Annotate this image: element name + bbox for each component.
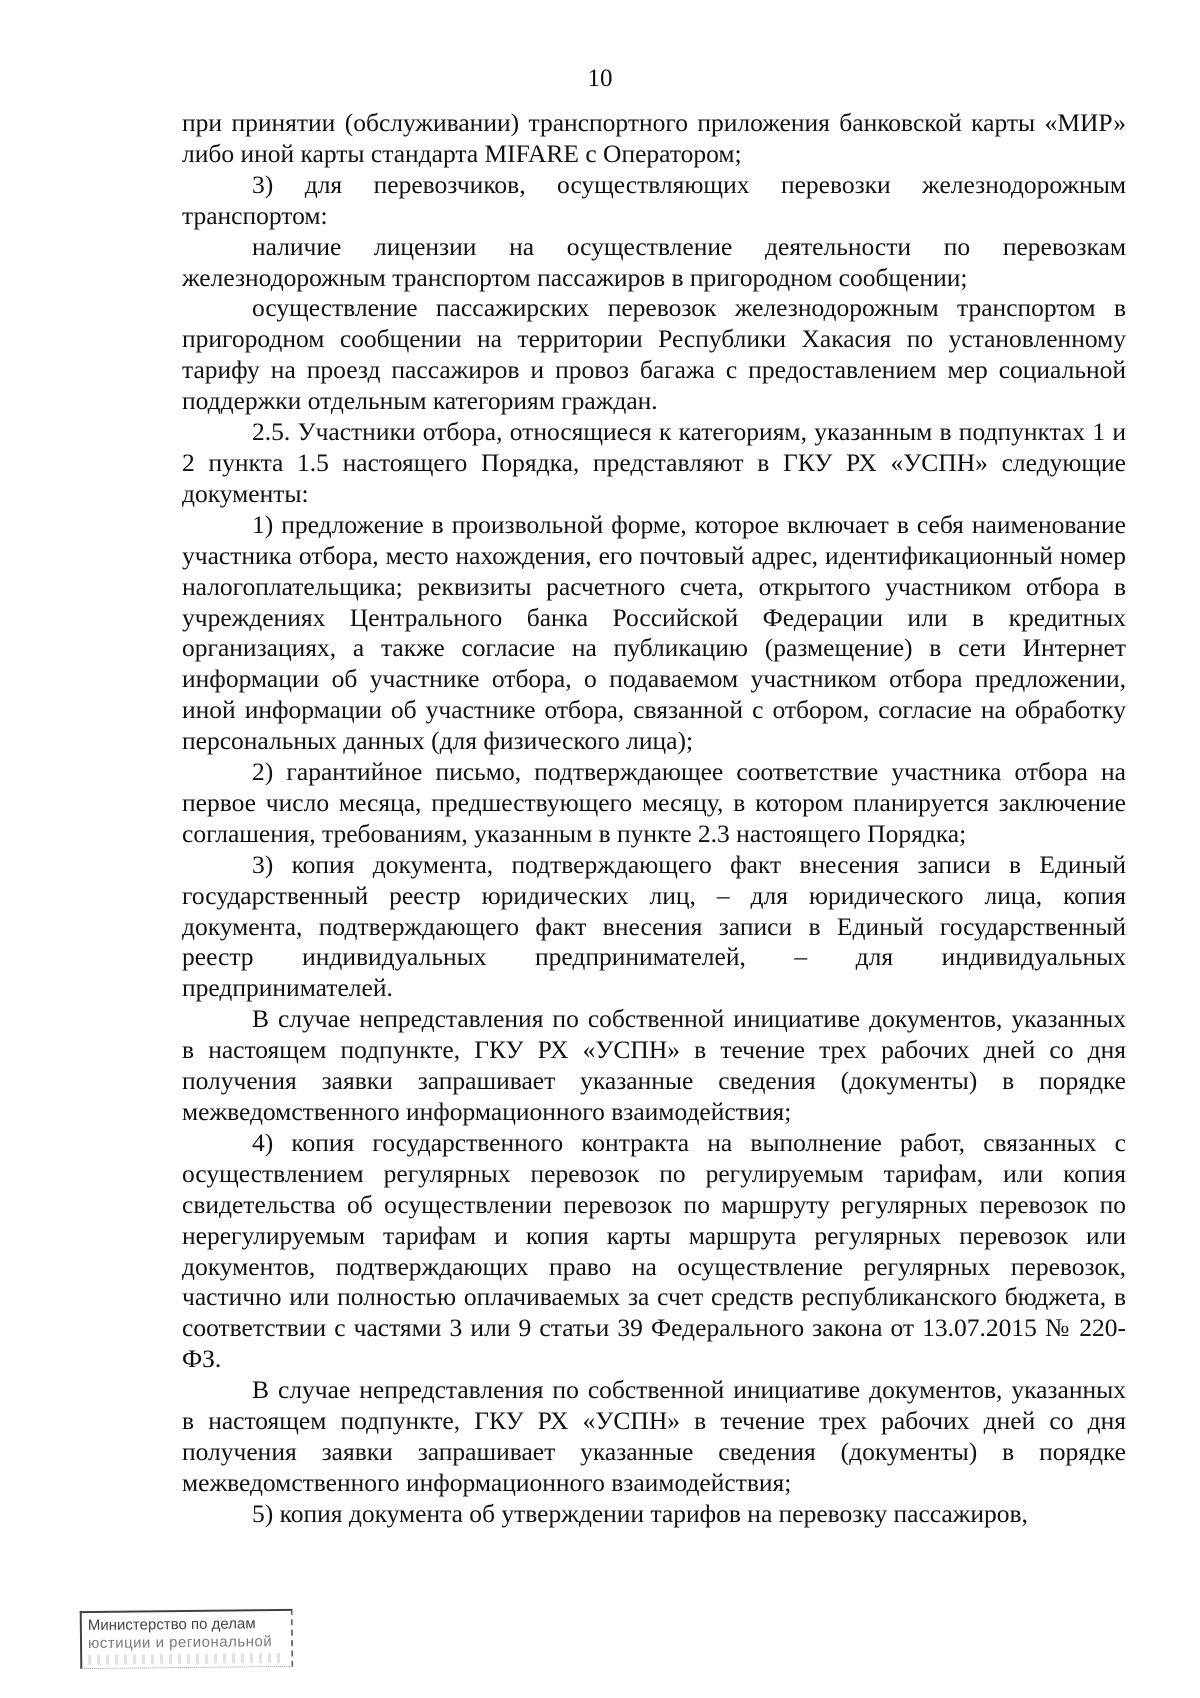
paragraph-item-3-registry: 3) копия документа, подтверждающего факт внесения записи в Единый государственный реестр юридических лиц, – для юридического лица, копия документа, подтверждающего факт внесения записи в Единый государственный реестр индивидуальных предпринимателей, – для индивидуальных предпринимателей.: [182, 849, 1126, 1003]
paragraph-section-2-5: 2.5. Участники отбора, относящиеся к категориям, указанным в подпунктах 1 и 2 пункта 1.5 настоящего Порядка, представляют в ГКУ РХ «УСПН» следующие документы:: [182, 417, 1126, 508]
paragraph-item-3-railway: 3) для перевозчиков, осуществляющих перевозки железнодорожным транспортом:: [182, 169, 1126, 230]
document-body: [182, 108, 1126, 1530]
paragraph-item-4-contract: 4) копия государственного контракта на выполнение работ, связанных с осуществлением регулярных перевозок по регулируемым тарифам, или копия свидетельства об осуществлении перевозок по маршруту регулярных перевозок по нерегулируемым тарифам и копия карты маршрута регулярных перевозок или документов, подтверждающих право на осуществление регулярных перевозок, частично или полностью оплачиваемых за счет средств республиканского бюджета, в соответствии с частями 3 или 9 статьи 39 Федерального закона от 13.07.2015 № 220-ФЗ.: [182, 1127, 1126, 1374]
stamp-line-1: Министерство по делам: [87, 1615, 256, 1635]
stamp-smudge: [88, 1653, 285, 1665]
paragraph-continuation: при принятии (обслуживании) транспортного приложения банковской карты «МИР» либо иной карты стандарта MIFARE с Оператором;: [182, 108, 1126, 168]
paragraph-license: наличие лицензии на осуществление деятельности по перевозкам железнодорожным транспортом пассажиров в пригородном сообщении;: [182, 231, 1126, 292]
stamp-line-2: юстиции и региональной: [87, 1633, 273, 1653]
paragraph-item-2-guarantee: 2) гарантийное письмо, подтверждающее соответствие участника отбора на первое число месяца, предшествующего месяцу, в котором планируется заключение соглашения, требованиям, указанным в пункте 2.3 настоящего Порядка;: [182, 757, 1126, 848]
paragraph-nonsubmission-1: В случае непредставления по собственной инициативе документов, указанных в настоящем подпункте, ГКУ РХ «УСПН» в течение трех рабочих дней со дня получения заявки запрашивает указанные сведения (документы) в порядке межведомственного информационного взаимодействия;: [182, 1004, 1126, 1126]
paragraph-nonsubmission-2: В случае непредставления по собственной инициативе документов, указанных в настоящем подпункте, ГКУ РХ «УСПН» в течение трех рабочих дней со дня получения заявки запрашивает указанные сведения (документы) в порядке межведомственного информационного взаимодействия;: [182, 1375, 1126, 1497]
paragraph-railway-transport: осуществление пассажирских перевозок железнодорожным транспортом в пригородном сообщении на территории Республики Хакасия по установленному тарифу на проезд пассажиров и провоз багажа с предоставлением мер социальной поддержки отдельным категориям граждан.: [182, 293, 1126, 416]
ministry-stamp: [80, 1609, 294, 1669]
paragraph-item-5-tariffs: 5) копия документа об утверждении тарифов на перевозку пассажиров,: [252, 1498, 1028, 1528]
page-number: 10: [587, 65, 613, 92]
paragraph-item-1-proposal: 1) предложение в произвольной форме, которое включает в себя наименование участника отбора, место нахождения, его почтовый адрес, идентификационный номер налогоплательщика; реквизиты расчетного счета, открытого участником отбора в учреждениях Центрального банка Российской Федерации или в кредитных организациях, а также согласие на публикацию (размещение) в сети Интернет информации об участнике отбора, о подаваемом участником отбора предложении, иной информации об участнике отбора, связанной с отбором, согласие на обработку персональных данных (для физического лица);: [182, 509, 1126, 756]
